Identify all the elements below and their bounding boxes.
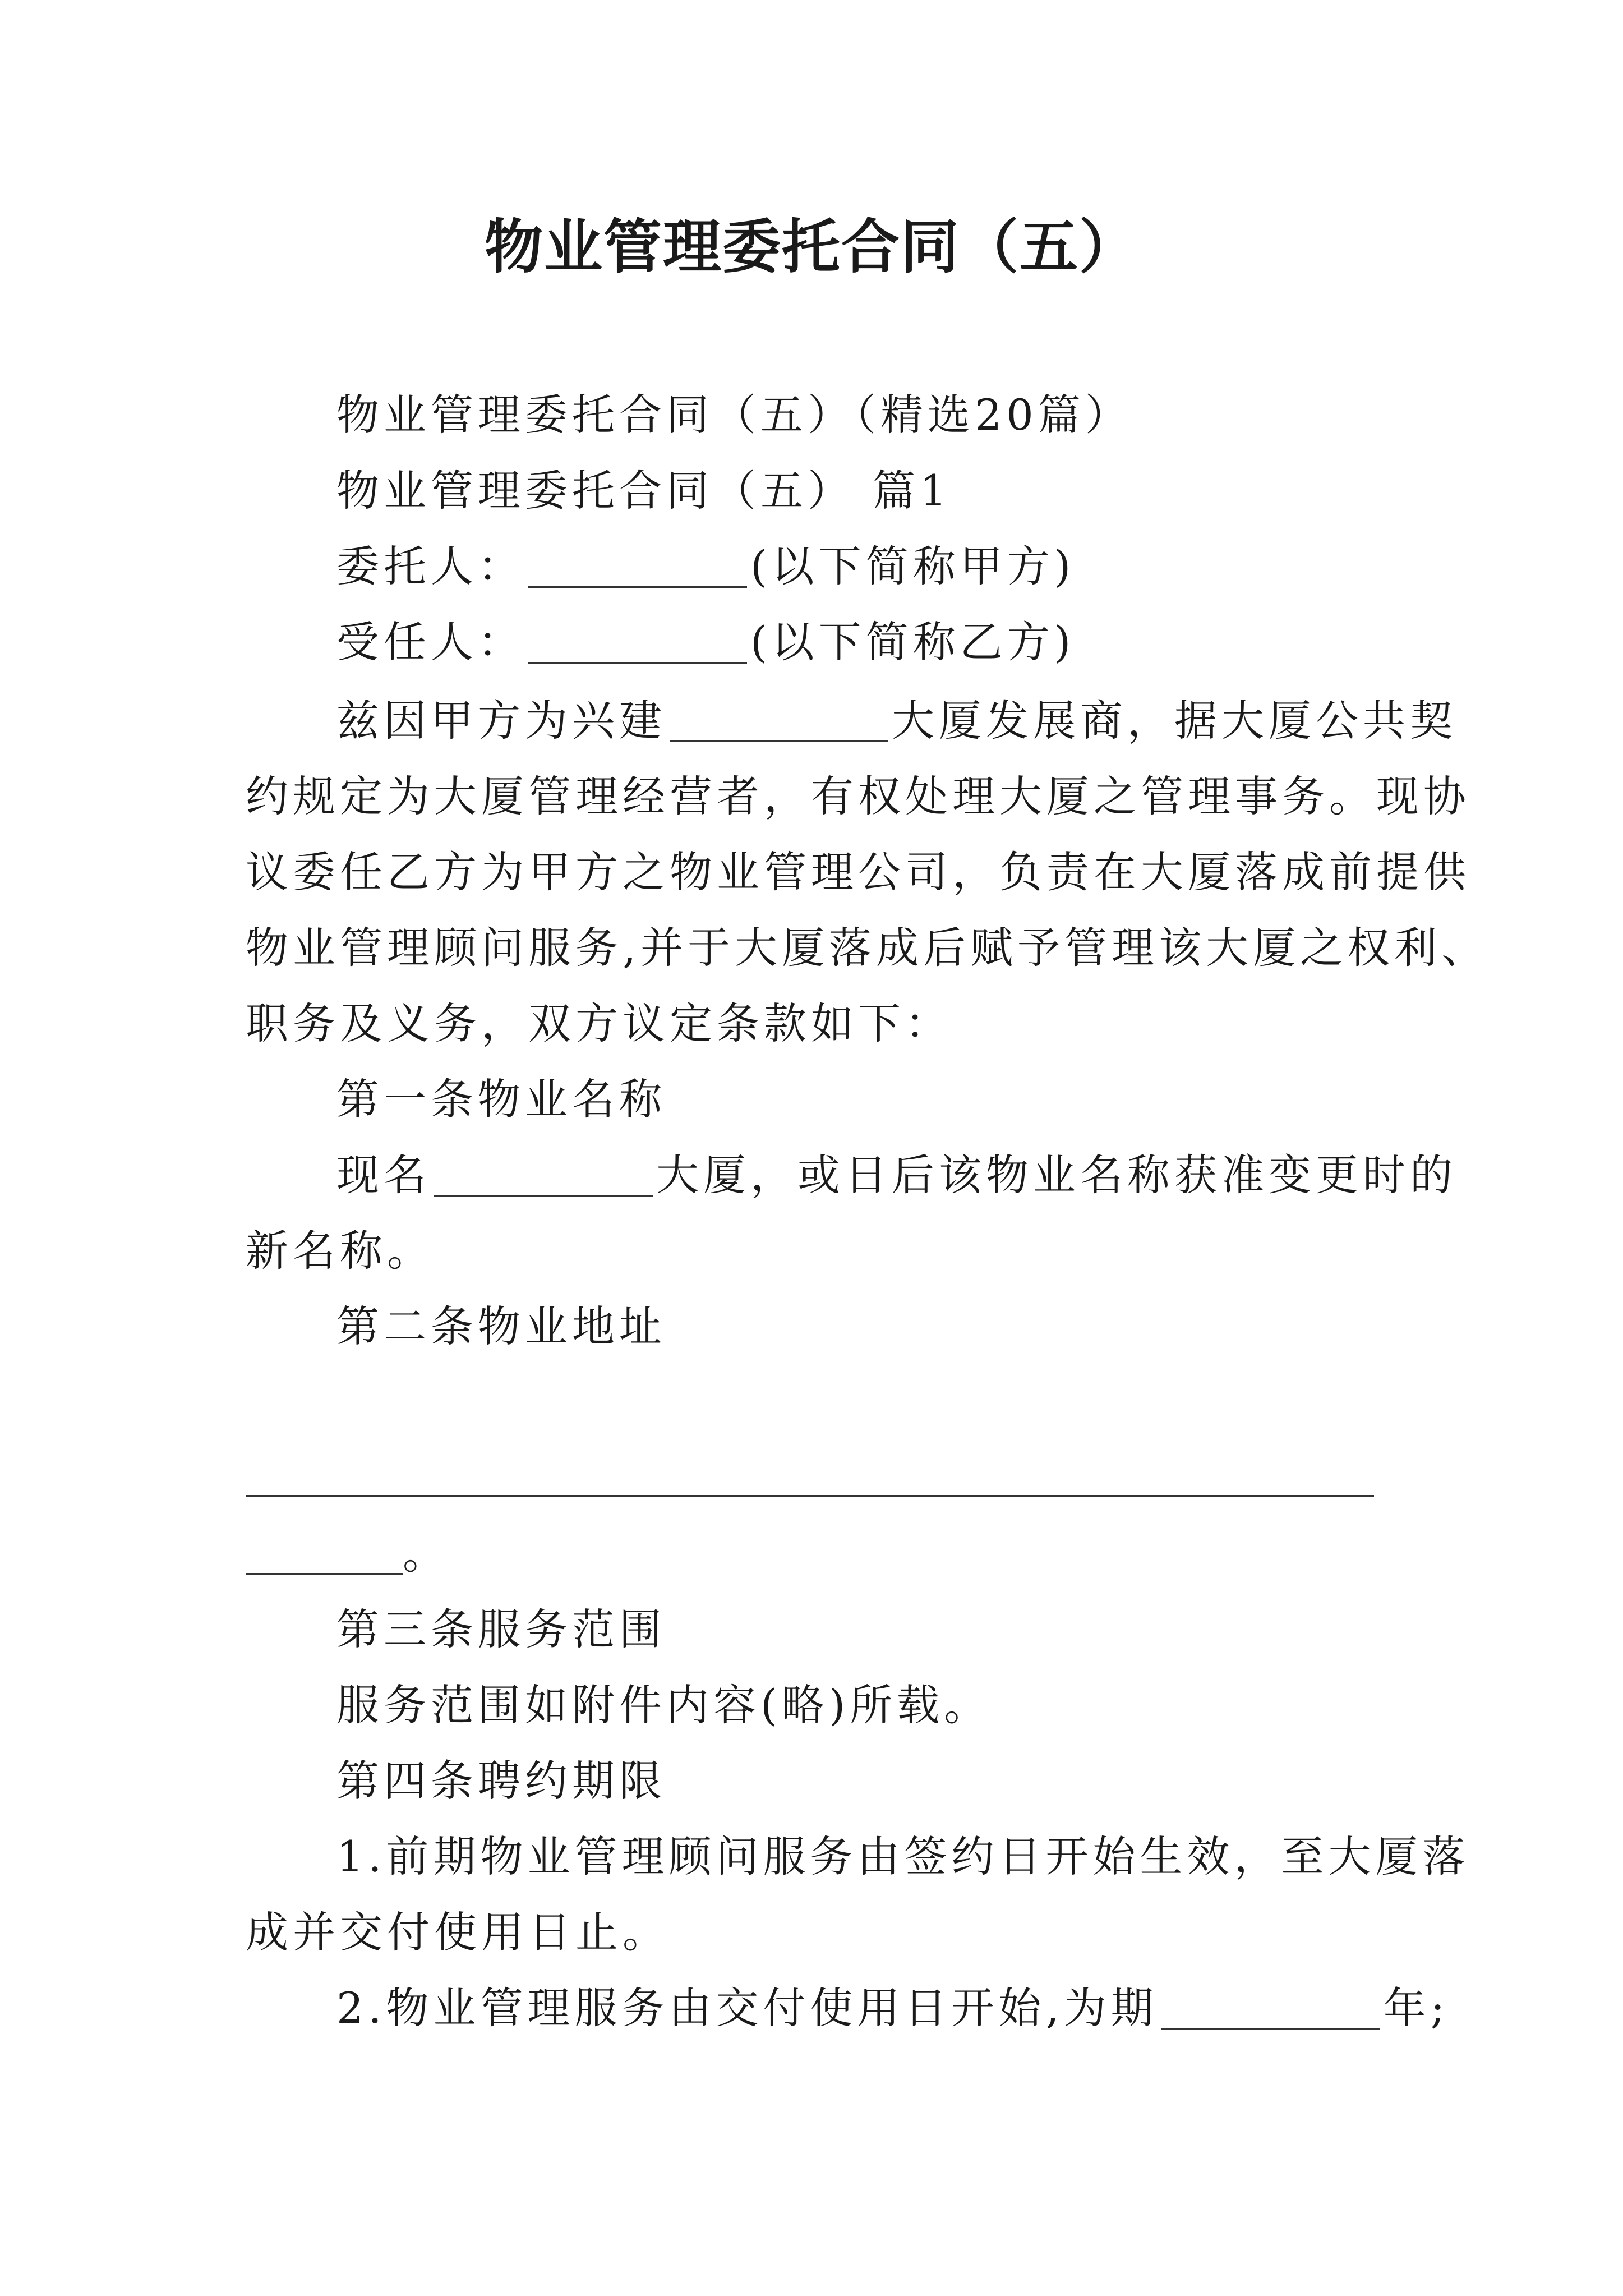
- address-blank-tail-line: [246, 1526, 450, 1582]
- intro-text-b: 大厦发展商，据大厦公共契: [892, 696, 1457, 746]
- intro-line-5: 职务及义务，双方议定条款如下：: [246, 999, 952, 1048]
- clause4-item2-line: [336, 1980, 1449, 2036]
- clause1-heading: 第一条物业名称: [336, 1074, 666, 1124]
- clause3-text: 服务范围如附件内容(略)所载。: [336, 1680, 992, 1730]
- intro-text-a: 兹因甲方为兴建: [336, 696, 666, 746]
- term-years-blank: [1161, 1985, 1380, 2030]
- clause1-text-a: 现名: [336, 1150, 431, 1200]
- clause4-item2-text-a: 2.物业管理服务由交付使用日开始,为期: [336, 1983, 1158, 2033]
- principal-blank: [528, 544, 747, 588]
- clause1-text-b: 大厦，或日后该物业名称获准变更时的: [656, 1150, 1457, 1200]
- clause3-heading: 第三条服务范围: [336, 1604, 666, 1654]
- clause4-item2-text-b: 年;: [1383, 1983, 1450, 2033]
- agent-line: [336, 614, 1075, 670]
- clause1-line-1: [336, 1147, 1457, 1203]
- address-blank: [246, 1452, 1374, 1497]
- principal-suffix: (以下简称甲方): [750, 541, 1076, 591]
- clause2-end: 。: [403, 1529, 450, 1579]
- intro-line-2: 约规定为大厦管理经营者，有权处理大厦之管理事务。现协: [246, 771, 1470, 821]
- building-blank: [670, 698, 888, 742]
- intro-line-3: 议委任乙方为甲方之物业管理公司，负责在大厦落成前提供: [246, 847, 1470, 897]
- name-blank: [434, 1152, 653, 1197]
- clause2-heading: 第二条物业地址: [336, 1301, 666, 1351]
- agent-blank: [528, 619, 747, 664]
- intro-line-1: [336, 693, 1457, 749]
- clause4-item1-line-1: 1.前期物业管理顾问服务由签约日开始生效，至大厦落: [336, 1832, 1470, 1881]
- principal-label: 委托人：: [336, 541, 525, 591]
- subtitle: 物业管理委托合同（五）（精选20篇）: [336, 390, 1132, 440]
- address-blank-line: [246, 1447, 1374, 1503]
- clause1-line-2: 新名称。: [246, 1226, 434, 1276]
- agent-suffix: (以下简称乙方): [750, 617, 1076, 667]
- clause4-item1-line-2: 成并交付使用日止。: [246, 1907, 670, 1957]
- document-title: 物业管理委托合同（五）: [484, 212, 1138, 281]
- clause4-heading: 第四条聘约期限: [336, 1756, 666, 1806]
- address-blank-tail: [246, 1531, 403, 1575]
- agent-label: 受任人：: [336, 617, 525, 667]
- intro-line-4: 物业管理顾问服务,并于大厦落成后赋予管理该大厦之权利、: [246, 923, 1489, 973]
- principal-line: [336, 539, 1075, 595]
- article-heading: 物业管理委托合同（五） 篇1: [336, 466, 952, 516]
